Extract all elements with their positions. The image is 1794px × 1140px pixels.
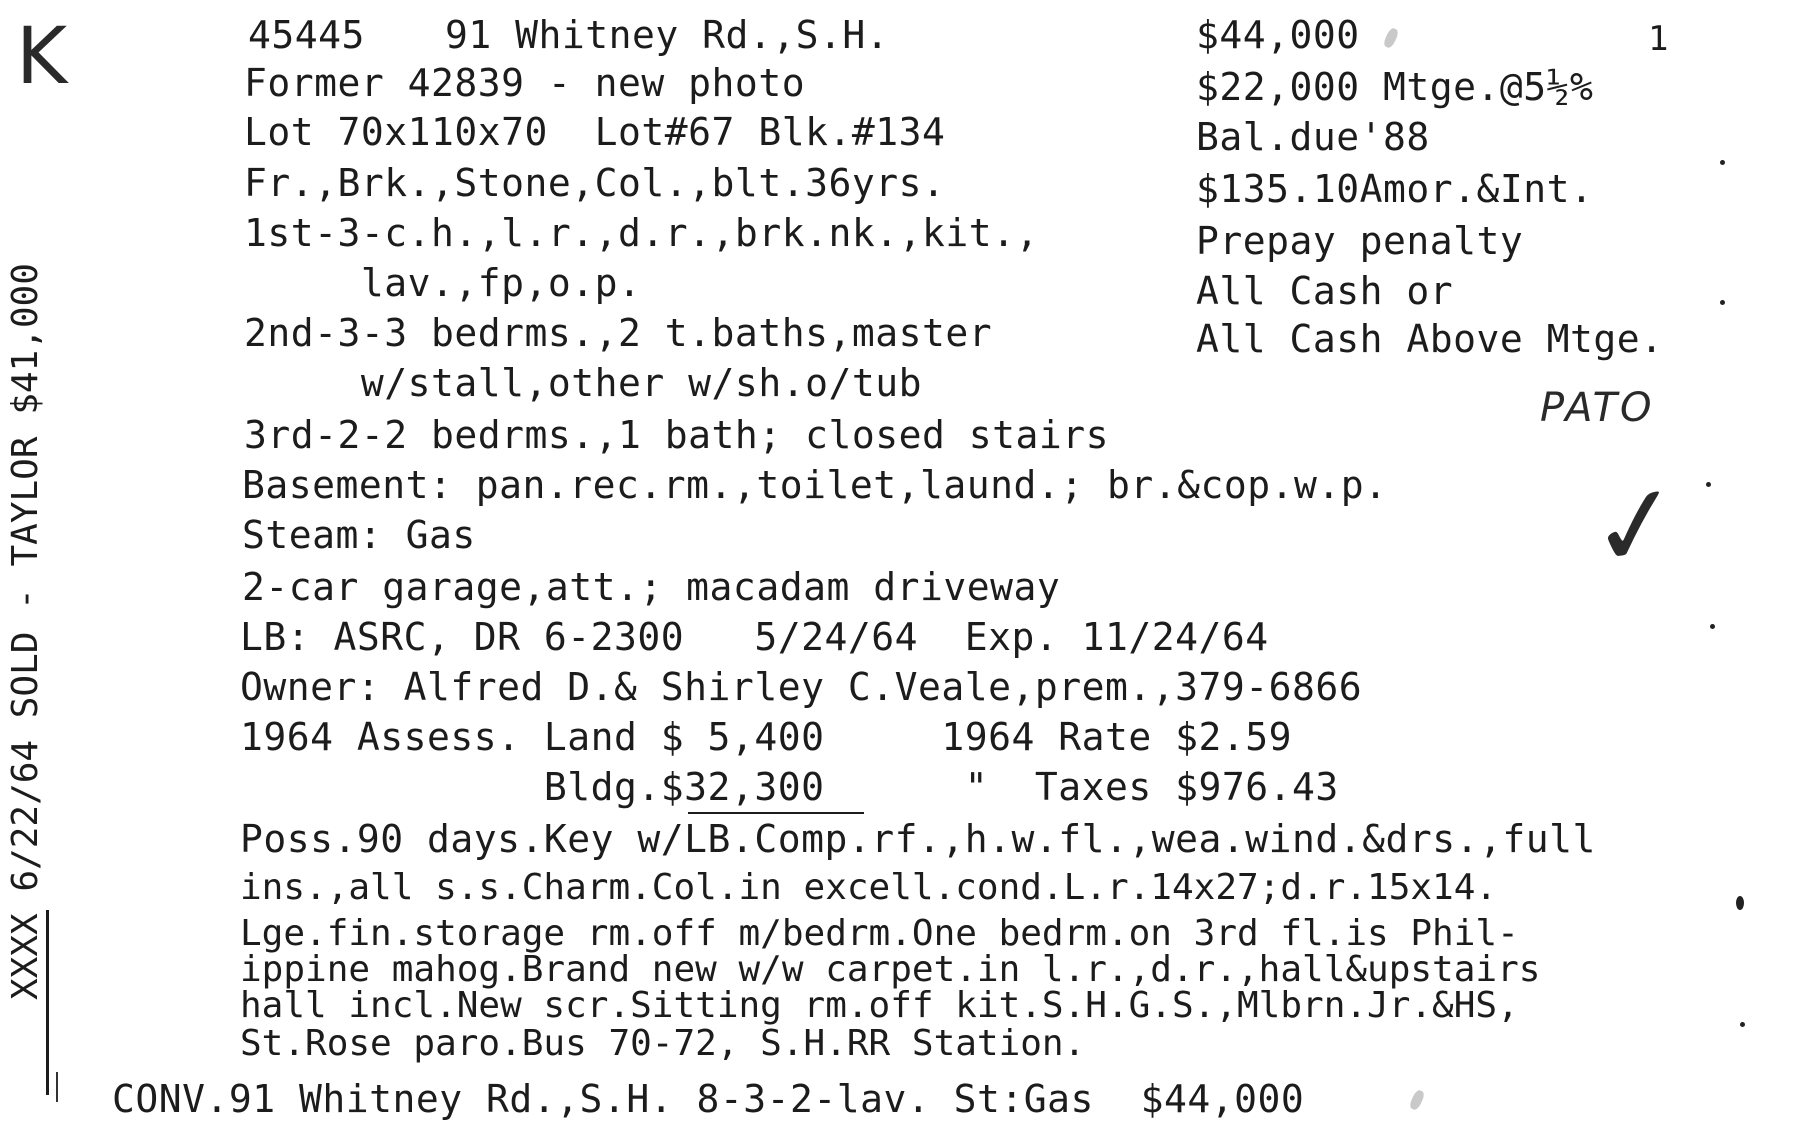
handwritten-letter: K <box>16 12 68 102</box>
bldg-underline <box>688 812 864 814</box>
body-line: Lge.fin.storage rm.off m/bedrm.One bedrm.on 3rd fl.is Phil- <box>240 913 1519 954</box>
body-line: w/stall,other w/sh.o/tub <box>244 361 922 405</box>
ink-dot <box>1720 160 1725 165</box>
header-price: $44,000 <box>1196 13 1360 57</box>
body-line: Owner: Alfred D.& Shirley C.Veale,prem.,379-6866 <box>240 665 1363 709</box>
ink-dot <box>1710 624 1715 629</box>
body-line: Basement: pan.rec.rm.,toilet,laund.; br.&cop.w.p. <box>242 463 1388 507</box>
body-line: St.Rose paro.Bus 70-72, S.H.RR Station. <box>240 1023 1086 1064</box>
balance-line: Bal.due'88 <box>1196 115 1430 159</box>
body-line: Fr.,Brk.,Stone,Col.,blt.36yrs. <box>244 161 946 205</box>
mortgage-line: $22,000 Mtge.@5½% <box>1196 65 1594 109</box>
page-number: 1 <box>1648 19 1669 59</box>
body-line: 2nd-3-3 bedrms.,2 t.baths,master <box>244 311 993 355</box>
amortization-line: $135.10Amor.&Int. <box>1196 167 1594 211</box>
ink-dot <box>1740 1022 1745 1027</box>
body-line: hall incl.New scr.Sitting rm.off kit.S.H.G.S.,Mlbrn.Jr.&HS, <box>240 985 1519 1026</box>
body-line: Poss.90 days.Key w/LB.Comp.rf.,h.w.fl.,wea.wind.&drs.,full <box>240 817 1596 861</box>
body-line: Bldg.$32,300 " Taxes $976.43 <box>240 765 1339 809</box>
body-line: ippine mahog.Brand new w/w carpet.in l.r.,d.r.,hall&upstairs <box>240 949 1541 990</box>
handwritten-note: PATO <box>1540 385 1655 431</box>
body-line: 1st-3-c.h.,l.r.,d.r.,brk.nk.,kit., <box>244 211 1039 255</box>
margin-strike-line <box>46 910 49 1095</box>
body-line: 2-car garage,att.; macadam driveway <box>242 565 1061 609</box>
body-line: 3rd-2-2 bedrms.,1 bath; closed stairs <box>244 413 1109 457</box>
margin-tick <box>56 1072 58 1102</box>
listing-number: 45445 <box>248 13 365 57</box>
ink-dot <box>1736 896 1744 910</box>
ink-smudge <box>1408 1089 1426 1111</box>
body-line: lav.,fp,o.p. <box>244 261 642 305</box>
header-address: 91 Whitney Rd.,S.H. <box>445 13 890 57</box>
ink-smudge <box>1382 27 1400 49</box>
cash-above-line: All Cash Above Mtge. <box>1196 317 1664 361</box>
body-line: LB: ASRC, DR 6-2300 5/24/64 Exp. 11/24/64 <box>240 615 1269 659</box>
ink-dot <box>1706 482 1711 487</box>
prepay-line: Prepay penalty <box>1196 219 1524 263</box>
check-mark-icon: ✓ <box>1581 456 1691 596</box>
cash-line: All Cash or <box>1196 269 1454 313</box>
body-line: Former 42839 - new photo <box>244 61 806 105</box>
sold-margin-note: XXXX 6/22/64 SOLD - TAYLOR $41,000 <box>5 263 46 1000</box>
ink-dot <box>1720 300 1725 305</box>
body-line: Steam: Gas <box>242 513 476 557</box>
body-line: ins.,all s.s.Charm.Col.in excell.cond.L.r.14x27;d.r.15x14. <box>240 867 1498 908</box>
body-line: Lot 70x110x70 Lot#67 Blk.#134 <box>244 110 946 154</box>
footer-summary: CONV.91 Whitney Rd.,S.H. 8-3-2-lav. St:Gas $44,000 <box>112 1077 1305 1121</box>
body-line: 1964 Assess. Land $ 5,400 1964 Rate $2.59 <box>240 715 1293 759</box>
